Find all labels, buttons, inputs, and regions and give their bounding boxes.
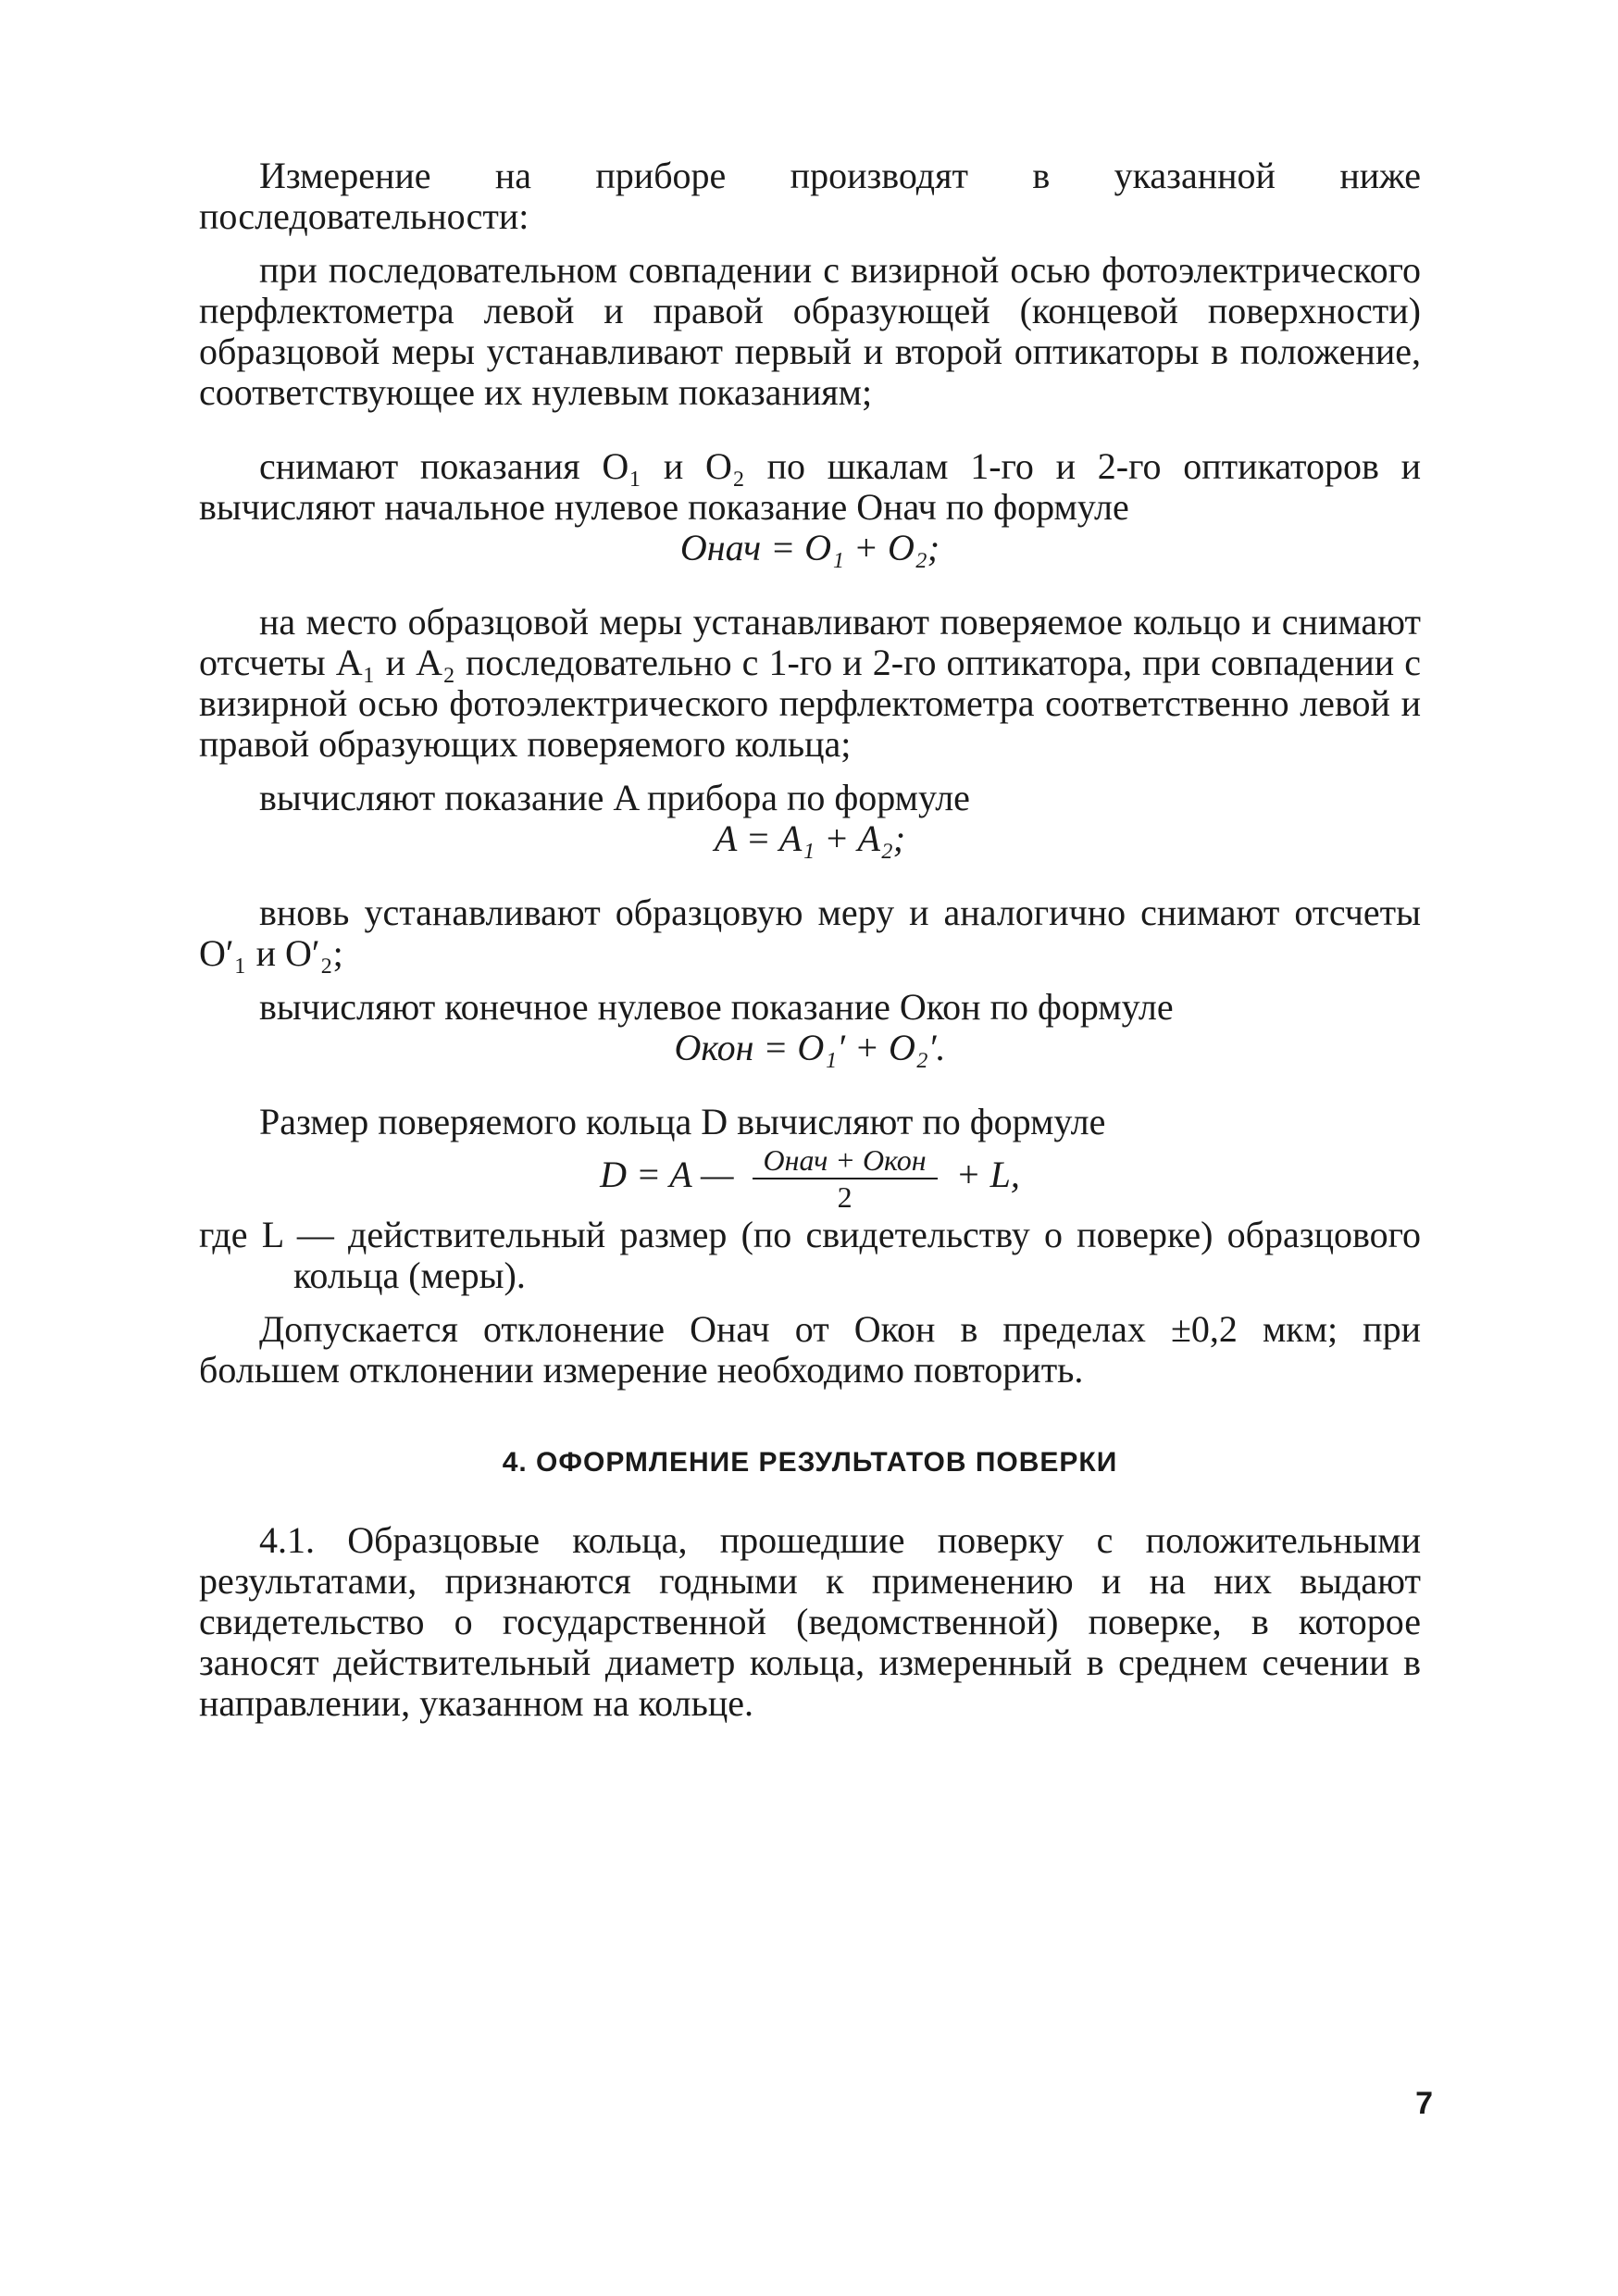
- formula-ring-size-lhs: D = A —: [600, 1154, 734, 1196]
- section-heading: 4. ОФОРМЛЕНИЕ РЕЗУЛЬТАТОВ ПОВЕРКИ: [502, 1447, 1118, 1478]
- paragraph-step-2: снимают показания O₁ и O₂ по шкалам 1-го и 2-го оптикаторов и вычисляют начальное нулевое показание Oнач по формуле: [199, 445, 1421, 528]
- paragraph-step-3: на место образцовой меры устанавливают поверяемое кольцо и снимают отсчеты A₁ и A₂ последовательно с 1-го и 2-го оптикатора, при совпадении с визирной осью фотоэлектрического перфлектометра соответственно левой и правой образующих поверяемого кольца;: [199, 601, 1421, 765]
- paragraph-where-l: где L — действительный размер (по свидетельству о поверке) образцового кольца (меры).: [199, 1214, 1421, 1296]
- paragraph-step-5: вновь устанавливают образцовую меру и аналогично снимают отсчеты O′₁ и O′₂;: [199, 892, 1421, 974]
- formula-ring-size-rhs: + L,: [955, 1154, 1020, 1196]
- formula-ring-size: [199, 1142, 1421, 1215]
- paragraph-tolerance: Допускается отклонение Oнач от Oкон в пределах ±0,2 мкм; при большем отклонении измерение необходимо повторить.: [199, 1308, 1421, 1391]
- formula-instrument-reading: A = A₁ + A₂;: [714, 817, 906, 859]
- paragraph-intro: Измерение на приборе производят в указанной ниже последовательности:: [199, 155, 1421, 237]
- paragraph-step-4: вычисляют показание A прибора по формуле: [259, 777, 970, 818]
- fraction-denominator: 2: [837, 1180, 853, 1214]
- formula-final-zero: Oкон = O₁′ + O₂′.: [674, 1027, 946, 1068]
- fraction-numerator: Oнач + Oкон: [753, 1142, 938, 1179]
- paragraph-step-1: при последовательном совпадении с визирной осью фотоэлектрического перфлектометра левой и правой образующей (концевой поверхности) образцовой меры устанавливают первый и второй оптикаторы в положение, соответствующее их нулевым показаниям;: [199, 249, 1421, 413]
- document-page: [199, 156, 1421, 1724]
- page-number: 7: [1415, 2086, 1433, 2121]
- paragraph-result: 4.1. Образцовые кольца, прошедшие поверку с положительными результатами, признаются годными к применению и на них выдают свидетельство о государственной (ведомственной) поверке, в которое заносят действительный диаметр кольца, измеренный в среднем сечении в направлении, указанном на кольце.: [199, 1519, 1421, 1724]
- formula-initial-zero: Oнач = O₁ + O₂;: [679, 527, 940, 568]
- formula-fraction: [753, 1142, 938, 1215]
- paragraph-step-6: вычисляют конечное нулевое показание Oкон по формуле: [259, 986, 1174, 1028]
- paragraph-step-7: Размер поверяемого кольца D вычисляют по формуле: [259, 1101, 1106, 1142]
